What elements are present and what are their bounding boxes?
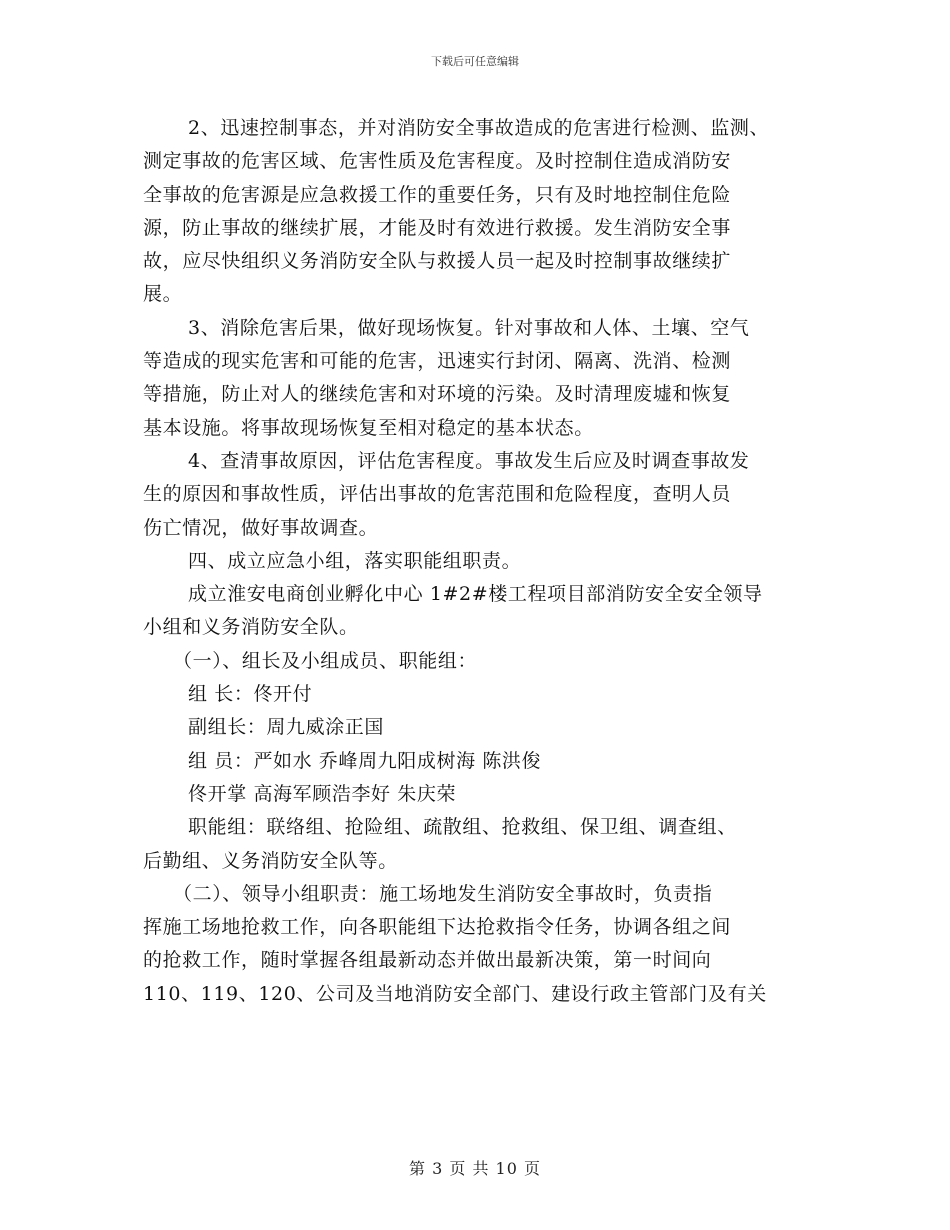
section-heading: 四、成立应急小组，落实职能组职责。	[188, 549, 522, 572]
paragraph-line: 基本设施。将事故现场恢复至相对稳定的基本状态。	[143, 416, 594, 439]
paragraph-line: 小组和义务消防安全队。	[143, 616, 359, 639]
paragraph-line: 测定事故的危害区域、危害性质及危害程度。及时控制住造成消防安	[143, 150, 732, 173]
team-members-line: 组 员：严如水 乔峰周九阳成树海 陈洪俊	[188, 749, 542, 772]
paragraph-line: 2、迅速控制事态，并对消防安全事故造成的危害进行检测、监测、	[188, 117, 770, 139]
paragraph-line: 伤亡情况，做好事故调查。	[143, 516, 379, 539]
paragraph-line: 4、查清事故原因，评估危害程度。事故发生后应及时调查事故发	[188, 449, 750, 472]
page-header-note: 下载后可任意编辑	[431, 55, 519, 68]
paragraph-line: 展。	[143, 283, 183, 306]
paragraph-line: 110、119、120、公司及当地消防安全部门、建设行政主管部门及有关	[143, 982, 767, 1005]
paragraph-line: 源，防止事故的继续扩展，才能及时有效进行救援。发生消防安全事	[143, 216, 732, 239]
paragraph-line: 等措施，防止对人的继续危害和对环境的污染。及时清理废墟和恢复	[143, 383, 732, 406]
deputy-leader-line: 副组长：周九威涂正国	[188, 716, 385, 739]
functional-groups-line: 职能组：联络组、抢险组、疏散组、抢救组、保卫组、调查组、	[188, 816, 737, 839]
team-leader-line: 组 长：佟开付	[188, 683, 313, 706]
team-members-line: 佟开掌 高海军顾浩李好 朱庆荣	[188, 782, 457, 805]
paragraph-line: 故，应尽快组织义务消防安全队与救援人员一起及时控制事故继续扩	[143, 250, 732, 273]
paragraph-line: 后勤组、义务消防安全队等。	[143, 849, 398, 872]
paragraph-line: 3、消除危害后果，做好现场恢复。针对事故和人体、土壤、空气	[188, 316, 750, 339]
paragraph-line: 的抢救工作，随时掌握各组最新动态并做出最新决策，第一时间向	[143, 949, 712, 972]
paragraph-line: 挥施工场地抢救工作，向各职能组下达抢救指令任务，协调各组之间	[143, 916, 732, 939]
paragraph-line: 等造成的现实危害和可能的危害，迅速实行封闭、隔离、洗消、检测	[143, 350, 732, 373]
paragraph-line: 生的原因和事故性质，评估出事故的危害范围和危险程度，查明人员	[143, 483, 732, 506]
paragraph-line: 全事故的危害源是应急救援工作的重要任务，只有及时地控制住危险	[143, 183, 732, 206]
page-number-footer: 第 3 页 共 10 页	[409, 1159, 541, 1178]
subsection-heading: （一）、组长及小组成员、职能组：	[173, 649, 478, 672]
subsection-heading: （二）、领导小组职责：施工场地发生消防安全事故时，负责指	[173, 882, 713, 905]
document-body	[143, 112, 823, 1011]
paragraph-line: 成立淮安电商创业孵化中心 1#2#楼工程项目部消防安全安全领导	[188, 583, 763, 606]
